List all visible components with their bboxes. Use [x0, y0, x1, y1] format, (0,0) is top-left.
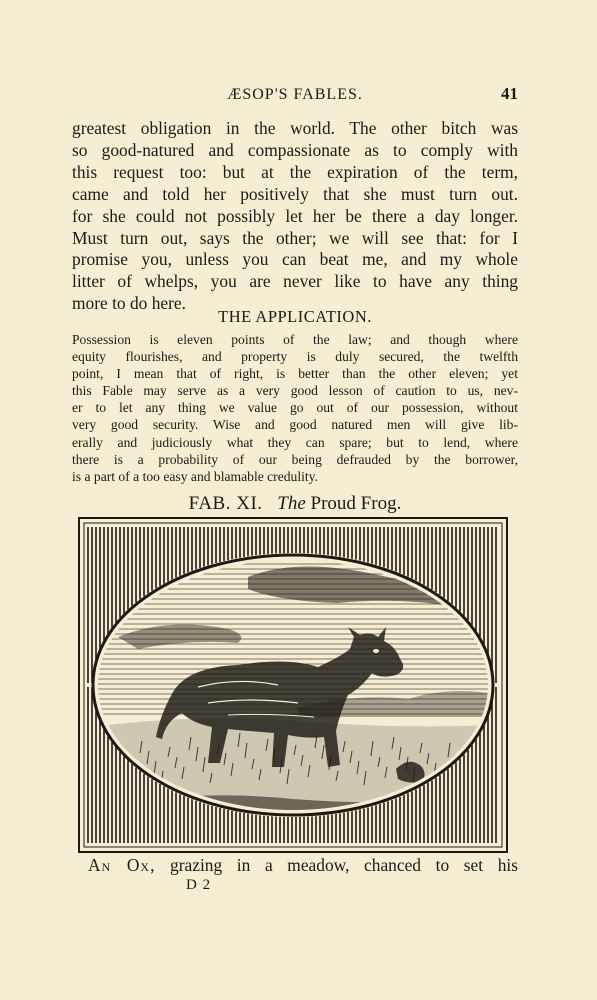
text-line: promise you, unless you can beat me, and my whole: [72, 249, 518, 270]
signature-mark: [186, 877, 211, 894]
page-header: [72, 84, 518, 108]
fable-opening-line: [88, 855, 518, 876]
text-line: Must turn out, says the other; we will see that: for I: [72, 227, 518, 248]
signature-number: 2: [202, 877, 212, 893]
text-line: litter of whelps, you are never like to have any thing: [72, 271, 518, 292]
fable-number: FAB. XI.: [188, 493, 263, 514]
text-line: point, I mean that of right, is better than the other eleven; yet: [72, 366, 518, 382]
text-line: so good-natured and compassionate as to comply with: [72, 139, 518, 160]
text-line: erally and judiciously what they can spare; but to lend, where: [72, 434, 518, 450]
page-number: 41: [501, 84, 518, 103]
ox-woodcut-illustration: [78, 517, 508, 853]
signature-letter: D: [186, 877, 198, 893]
application-heading: THE APPLICATION.: [218, 307, 372, 326]
text-line: this request too: but at the expiration of the term,: [72, 161, 518, 182]
text-line: er to let any thing we value go out of our possession, without: [72, 400, 518, 416]
text-line: equity flourishes, and property is duly secured, the twelfth: [72, 349, 518, 365]
fable-title-rest: Proud Frog.: [310, 493, 402, 514]
text-line: came and told her positively that she must turn out.: [72, 183, 518, 204]
text-line: for she could not possibly let her be there a day longer.: [72, 205, 518, 226]
application-paragraph: [72, 331, 518, 485]
opening-lead: An Ox,: [88, 855, 156, 875]
text-line: there is a probability of our being defrauded by the borrower,: [72, 451, 518, 467]
text-line: greatest obligation in the world. The other bitch was: [72, 118, 518, 138]
fable-title: [72, 493, 518, 515]
text-line: Possession is eleven points of the law; and though where: [72, 332, 518, 347]
running-title: ÆSOP'S FABLES.: [227, 86, 363, 103]
text-line: very good security. Wise and good natured men will give lib-: [72, 417, 518, 433]
text-line: more to do here.: [72, 293, 186, 314]
text-line: this Fable may serve as a very good lesson of caution to us, nev-: [72, 383, 518, 399]
body-paragraph: [72, 118, 518, 315]
fable-title-article: The: [277, 493, 306, 514]
opening-rest: grazing in a meadow, chanced to set his: [170, 855, 518, 875]
text-line: is a part of a too easy and blamable credulity.: [72, 468, 318, 484]
